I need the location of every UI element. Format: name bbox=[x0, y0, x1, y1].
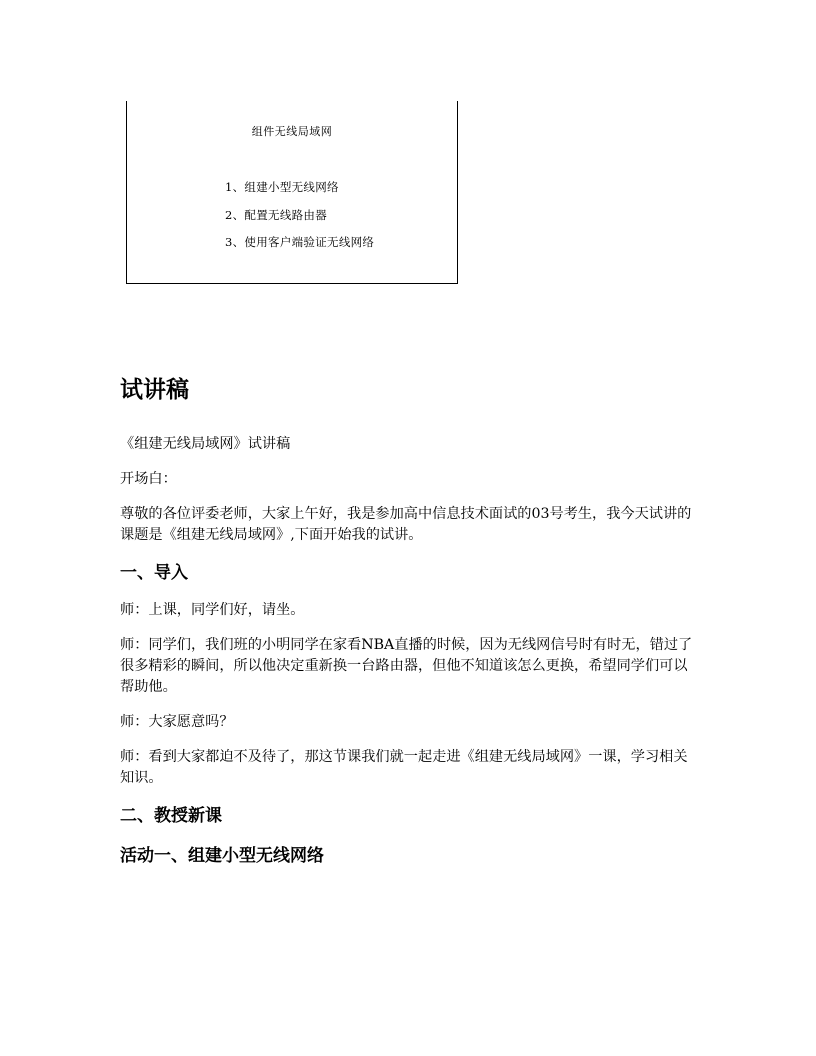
outline-item: 2、配置无线路由器 bbox=[225, 207, 328, 222]
outline-title: 组件无线局域网 bbox=[251, 125, 333, 138]
opening-label: 开场白： bbox=[120, 471, 177, 487]
outline-list bbox=[225, 177, 374, 260]
dialogue-paragraph: 师：看到大家都迫不及待了，那这节课我们就一起走进《组建无线局域网》一课，学习相关知识。 bbox=[120, 749, 688, 786]
dialogue-paragraph: 师：同学们，我们班的小明同学在家看NBA直播的时候，因为无线网信号时有时无，错过了很多精彩的瞬间，所以他决定重新换一台路由器，但他不知道该怎么更换，希望同学们可以帮助他。 bbox=[120, 637, 693, 695]
dialogue-paragraph: 师：大家愿意吗？ bbox=[120, 714, 234, 730]
opening-paragraph: 尊敬的各位评委老师，大家上午好，我是参加高中信息技术面试的03号考生，我今天试讲的课题是《组建无线局域网》,下面开始我的试讲。 bbox=[120, 506, 692, 543]
outline-item: 1、组建小型无线网络 bbox=[225, 180, 339, 194]
document-subtitle: 《组建无线局域网》试讲稿 bbox=[120, 436, 291, 452]
dialogue-paragraph: 师：上课，同学们好，请坐。 bbox=[120, 602, 305, 618]
outline-item: 3、使用客户端验证无线网络 bbox=[225, 235, 375, 249]
activity-heading-1: 活动一、组建小型无线网络 bbox=[120, 846, 324, 866]
document-body bbox=[120, 372, 700, 883]
document-title: 试讲稿 bbox=[120, 377, 189, 403]
lesson-outline-box bbox=[126, 101, 458, 284]
section-heading-intro: 一、导入 bbox=[120, 563, 188, 583]
section-heading-new-lesson: 二、教授新课 bbox=[120, 806, 222, 826]
